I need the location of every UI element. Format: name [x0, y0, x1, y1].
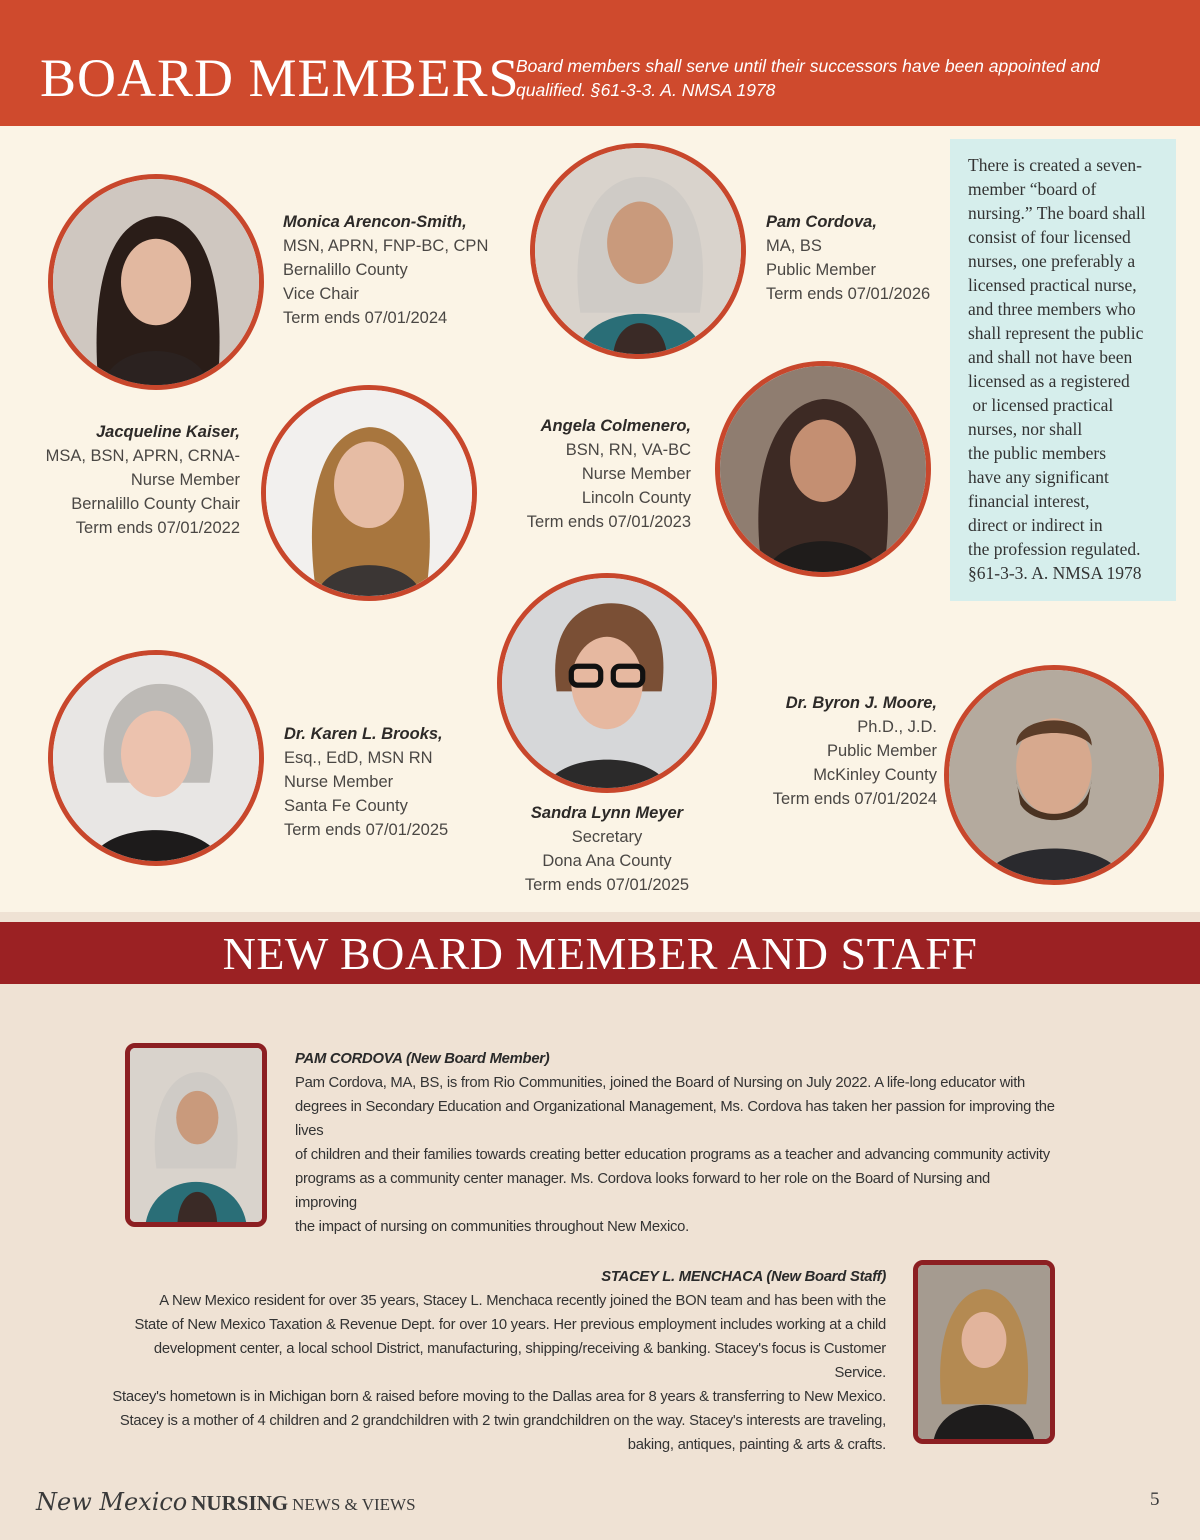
portrait-karen-brooks	[48, 650, 264, 866]
portrait-byron-moore	[944, 665, 1164, 885]
statute-line: §61-3-3. A. NMSA 1978	[968, 563, 1142, 583]
section-title: NEW BOARD MEMBER AND STAFF	[222, 928, 978, 979]
member-term: Term ends 07/01/2024	[283, 309, 448, 327]
member-name: Dr. Byron J. Moore,	[785, 694, 937, 712]
footer-script: New Mexico	[36, 1488, 188, 1516]
header-note-line-1: Board members shall serve until their successors have been appointed and	[516, 56, 1100, 76]
statute-line: licensed as a registered	[968, 371, 1130, 391]
bio-line: baking, antiques, painting & arts & crafts.	[627, 1437, 886, 1453]
member-credentials: MSN, APRN, FNP-BC, CPN	[283, 237, 489, 255]
member-name: Monica Arencon-Smith,	[283, 213, 467, 231]
bio-line: development center, a local school District, manufacturing, shipping/receiving & banking. Stacey's focus is Customer Service.	[153, 1341, 886, 1381]
member-credentials: Esq., EdD, MSN RN	[284, 749, 433, 767]
photo-pam-cordova	[125, 1043, 267, 1227]
member-pam-cordova	[766, 210, 946, 306]
footer-news: NEWS & VIEWS	[292, 1495, 416, 1514]
member-angela-colmenero	[480, 414, 691, 534]
portrait-pam-cordova	[530, 143, 746, 359]
bio-line: degrees in Secondary Education and Organizational Management, Ms. Cordova has taken her passion for improving the lives	[295, 1099, 1055, 1139]
statute-line: the profession regulated.	[968, 539, 1141, 559]
member-role: Nurse Member	[581, 465, 691, 483]
bio-line: Pam Cordova, MA, BS, is from Rio Communities, joined the Board of Nursing on July 2022. A life-long educator with	[295, 1075, 1026, 1091]
portrait-sandra-lynn-meyer	[497, 573, 717, 793]
member-county: Lincoln County	[581, 489, 691, 507]
statute-line: or licensed practical	[968, 395, 1114, 415]
portrait-angela-colmenero	[715, 361, 931, 577]
member-name: Angela Colmenero,	[540, 417, 691, 435]
statute-line: have any significant	[968, 467, 1109, 487]
page-number: 5	[1150, 1489, 1160, 1510]
bio-line: A New Mexico resident for over 35 years, Stacey L. Menchaca recently joined the BON team and has been with the	[159, 1293, 886, 1309]
member-credentials: Ph.D., J.D.	[857, 718, 937, 736]
statute-line: the public members	[968, 443, 1107, 463]
member-credentials: MA, BS	[766, 237, 822, 255]
member-monica-arencon-smith	[283, 210, 543, 330]
bio-pam-cordova	[295, 1047, 1055, 1239]
bio-line: State of New Mexico Taxation & Revenue Dept. for over 10 years. Her previous employment includes working at a child	[134, 1317, 886, 1333]
bio-line: the impact of nursing on communities throughout New Mexico.	[295, 1219, 690, 1235]
member-county: Bernalillo County Chair	[71, 495, 240, 513]
member-name: Dr. Karen L. Brooks,	[284, 725, 443, 743]
member-role: Nurse Member	[284, 773, 394, 791]
statute-line: member “board of	[968, 179, 1097, 199]
header-note	[516, 54, 1176, 102]
member-county: Santa Fe County	[284, 797, 408, 815]
member-sandra-lynn-meyer	[500, 801, 714, 897]
bio-line: programs as a community center manager. Ms. Cordova looks forward to her role on the Board of Nursing and improving	[295, 1171, 991, 1211]
bio-heading: PAM CORDOVA (New Board Member)	[295, 1051, 550, 1067]
header-note-line-2: qualified. §61-3-3. A. NMSA 1978	[516, 80, 776, 100]
portrait-jacqueline-kaiser	[261, 385, 477, 601]
page-title: BOARD MEMBERS	[40, 48, 520, 108]
member-karen-brooks	[284, 722, 504, 842]
statute-line: and shall not have been	[968, 347, 1133, 367]
member-term: Term ends 07/01/2025	[524, 876, 690, 894]
member-name: Jacqueline Kaiser,	[96, 423, 240, 441]
statute-line: financial interest,	[968, 491, 1090, 511]
member-county: Dona Ana County	[542, 852, 672, 870]
statute-line: consist of four licensed	[968, 227, 1131, 247]
member-name: Pam Cordova,	[766, 213, 877, 231]
footer-masthead	[36, 1488, 416, 1518]
member-term: Term ends 07/01/2024	[772, 790, 937, 808]
member-role: Nurse Member	[130, 471, 240, 489]
member-credentials: MSA, BSN, APRN, CRNA-	[45, 447, 240, 465]
statute-line: nurses, one preferably a	[968, 251, 1136, 271]
statute-line: licensed practical nurse,	[968, 275, 1137, 295]
portrait-monica-arencon-smith	[48, 174, 264, 390]
statute-line: There is created a seven-	[968, 155, 1142, 175]
member-term: Term ends 07/01/2026	[766, 285, 931, 303]
bio-heading: STACEY L. MENCHACA (New Board Staff)	[601, 1269, 886, 1285]
photo-stacey-menchaca	[913, 1260, 1055, 1444]
statute-line: direct or indirect in	[968, 515, 1103, 535]
bio-stacey-menchaca	[110, 1265, 886, 1457]
member-credentials: BSN, RN, VA-BC	[565, 441, 691, 459]
header-bar	[0, 0, 1200, 126]
bio-line: Stacey's hometown is in Michigan born & raised before moving to the Dallas area for 8 years & transferring to New Mexico.	[112, 1389, 886, 1405]
member-county: McKinley County	[813, 766, 937, 784]
member-term: Term ends 07/01/2025	[284, 821, 449, 839]
member-jacqueline-kaiser	[20, 420, 240, 540]
member-term: Term ends 07/01/2022	[75, 519, 240, 537]
member-role: Vice Chair	[283, 285, 359, 303]
bio-line: of children and their families towards creating better education programs as a teacher and advancing community activity	[295, 1147, 1050, 1163]
statute-line: shall represent the public	[968, 323, 1144, 343]
member-role: Secretary	[571, 828, 643, 846]
statute-box	[950, 139, 1176, 601]
member-county: Bernalillo County	[283, 261, 408, 279]
member-term: Term ends 07/01/2023	[526, 513, 691, 531]
member-role: Public Member	[826, 742, 937, 760]
statute-line: and three members who	[968, 299, 1136, 319]
footer-nursing: NURSING	[191, 1491, 289, 1515]
bio-line: Stacey is a mother of 4 children and 2 grandchildren with 2 twin grandchildren on the way. Stacey's interests are traveling,	[119, 1413, 886, 1429]
member-role: Public Member	[766, 261, 877, 279]
member-name: Sandra Lynn Meyer	[530, 804, 684, 822]
statute-line: nursing.” The board shall	[968, 203, 1146, 223]
member-byron-moore	[718, 691, 937, 811]
statute-line: nurses, nor shall	[968, 419, 1083, 439]
